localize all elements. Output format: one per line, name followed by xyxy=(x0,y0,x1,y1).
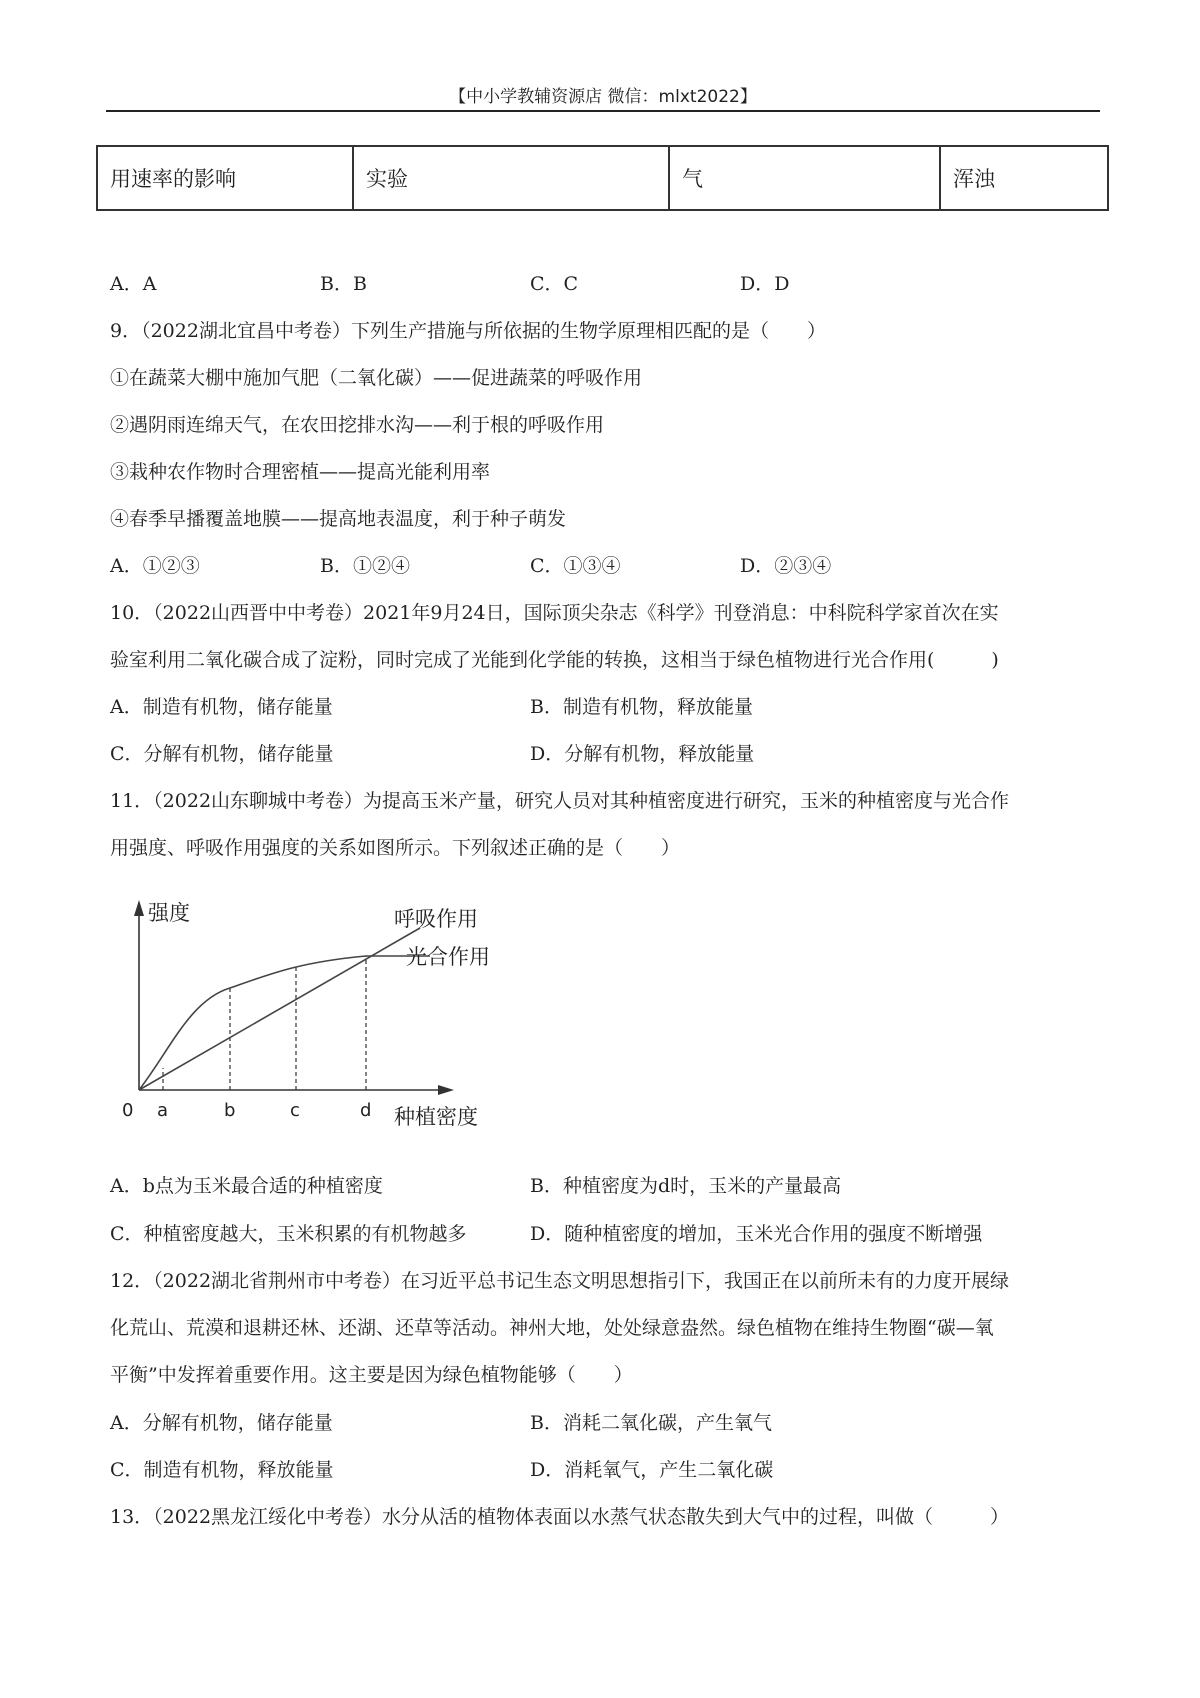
q8-option-d: D．D xyxy=(740,273,790,295)
q8-option-b: B．B xyxy=(320,273,367,295)
series-label-respiration: 呼吸作用 xyxy=(394,907,478,931)
q9-item-1: ①在蔬菜大棚中施加气肥（二氧化碳）——促进蔬菜的呼吸作用 xyxy=(110,367,643,389)
q12-option-c: C．制造有机物，释放能量 xyxy=(110,1459,334,1481)
table-cell: 浑浊 xyxy=(940,146,1108,210)
table-row xyxy=(97,146,1108,210)
q9-option-b: B．①②④ xyxy=(320,555,410,577)
q10-option-a: A．制造有机物，储存能量 xyxy=(110,696,333,718)
q9-option-c: C．①③④ xyxy=(530,555,621,577)
y-axis-arrow-icon xyxy=(134,900,144,916)
x-tick-c: c xyxy=(290,1100,300,1121)
q13-stem: 13．（2022黑龙江绥化中考卷）水分从活的植物体表面以水蒸气状态散失到大气中的过程，叫做（ ） xyxy=(110,1506,1010,1528)
q12-option-a: A．分解有机物，储存能量 xyxy=(110,1412,333,1434)
x-axis-arrow-icon xyxy=(438,1085,454,1095)
q10-option-b: B．制造有机物，释放能量 xyxy=(530,696,753,718)
q12-stem-line2: 化荒山、荒漠和退耕还林、还湖、还草等活动。神州大地，处处绿意盎然。绿色植物在维持生物圈“碳—氧 xyxy=(110,1317,994,1339)
series-photosynthesis-line xyxy=(139,956,430,1090)
q11-option-a: A．b点为玉米最合适的种植密度 xyxy=(110,1175,383,1197)
x-axis-label: 种植密度 xyxy=(394,1105,478,1129)
q9-item-4: ④春季早播覆盖地膜——提高地表温度，利于种子萌发 xyxy=(110,508,567,530)
header-rule xyxy=(106,110,1100,112)
page-header: 【中小学教辅资源店 微信：mlxt2022】 xyxy=(449,87,757,107)
q11-option-b: B．种植密度为d时，玉米的产量最高 xyxy=(530,1175,842,1197)
q11-stem-line1: 11．（2022山东聊城中考卷）为提高玉米产量，研究人员对其种植密度进行研究，玉米的种植密度与光合作 xyxy=(110,790,1010,812)
q8-option-c: C．C xyxy=(530,273,579,295)
y-axis-label: 强度 xyxy=(148,901,190,925)
q12-stem-line1: 12．（2022湖北省荆州市中考卷）在习近平总书记生态文明思想指引下，我国正在以前所未有的力度开展绿 xyxy=(110,1270,1010,1292)
q11-stem-line2: 用强度、呼吸作用强度的关系如图所示。下列叙述正确的是（ ） xyxy=(110,837,681,859)
q10-option-d: D．分解有机物，释放能量 xyxy=(530,743,755,765)
q10-stem-line1: 10．（2022山西晋中中考卷）2021年9月24日，国际顶尖杂志《科学》刊登消息：中科院科学家首次在实 xyxy=(110,602,999,624)
q9-item-2: ②遇阴雨连绵天气，在农田挖排水沟——利于根的呼吸作用 xyxy=(110,414,605,436)
q12-option-d: D．消耗氧气，产生二氧化碳 xyxy=(530,1459,774,1481)
q8-option-a: A．A xyxy=(110,273,157,295)
x-tick-d: d xyxy=(360,1100,372,1121)
origin-label: 0 xyxy=(122,1100,134,1121)
x-tick-b: b xyxy=(224,1100,236,1121)
q10-stem-line2: 验室利用二氧化碳合成了淀粉，同时完成了光能到化学能的转换，这相当于绿色植物进行光合作用( ) xyxy=(110,649,999,671)
q9-option-a: A．①②③ xyxy=(110,555,200,577)
q11-chart xyxy=(110,890,540,1130)
q12-option-b: B．消耗二氧化碳，产生氧气 xyxy=(530,1412,772,1434)
q9-option-d: D．②③④ xyxy=(740,555,832,577)
series-label-photosynthesis: 光合作用 xyxy=(406,945,490,969)
q10-option-c: C．分解有机物，储存能量 xyxy=(110,743,334,765)
q9-stem: 9．（2022湖北宜昌中考卷）下列生产措施与所依据的生物学原理相匹配的是（ ） xyxy=(110,320,826,342)
series-respiration-line xyxy=(139,928,420,1090)
table-cell: 用速率的影响 xyxy=(97,146,353,210)
q12-stem-line3: 平衡”中发挥着重要作用。这主要是因为绿色植物能够（ ） xyxy=(110,1364,633,1386)
q11-option-d: D．随种植密度的增加，玉米光合作用的强度不断增强 xyxy=(530,1223,983,1245)
q9-item-3: ③栽种农作物时合理密植——提高光能利用率 xyxy=(110,461,491,483)
table-cell: 气 xyxy=(669,146,940,210)
continuation-table xyxy=(96,145,1109,211)
q11-option-c: C．种植密度越大，玉米积累的有机物越多 xyxy=(110,1223,467,1245)
table-cell: 实验 xyxy=(353,146,669,210)
x-tick-a: a xyxy=(157,1100,169,1121)
